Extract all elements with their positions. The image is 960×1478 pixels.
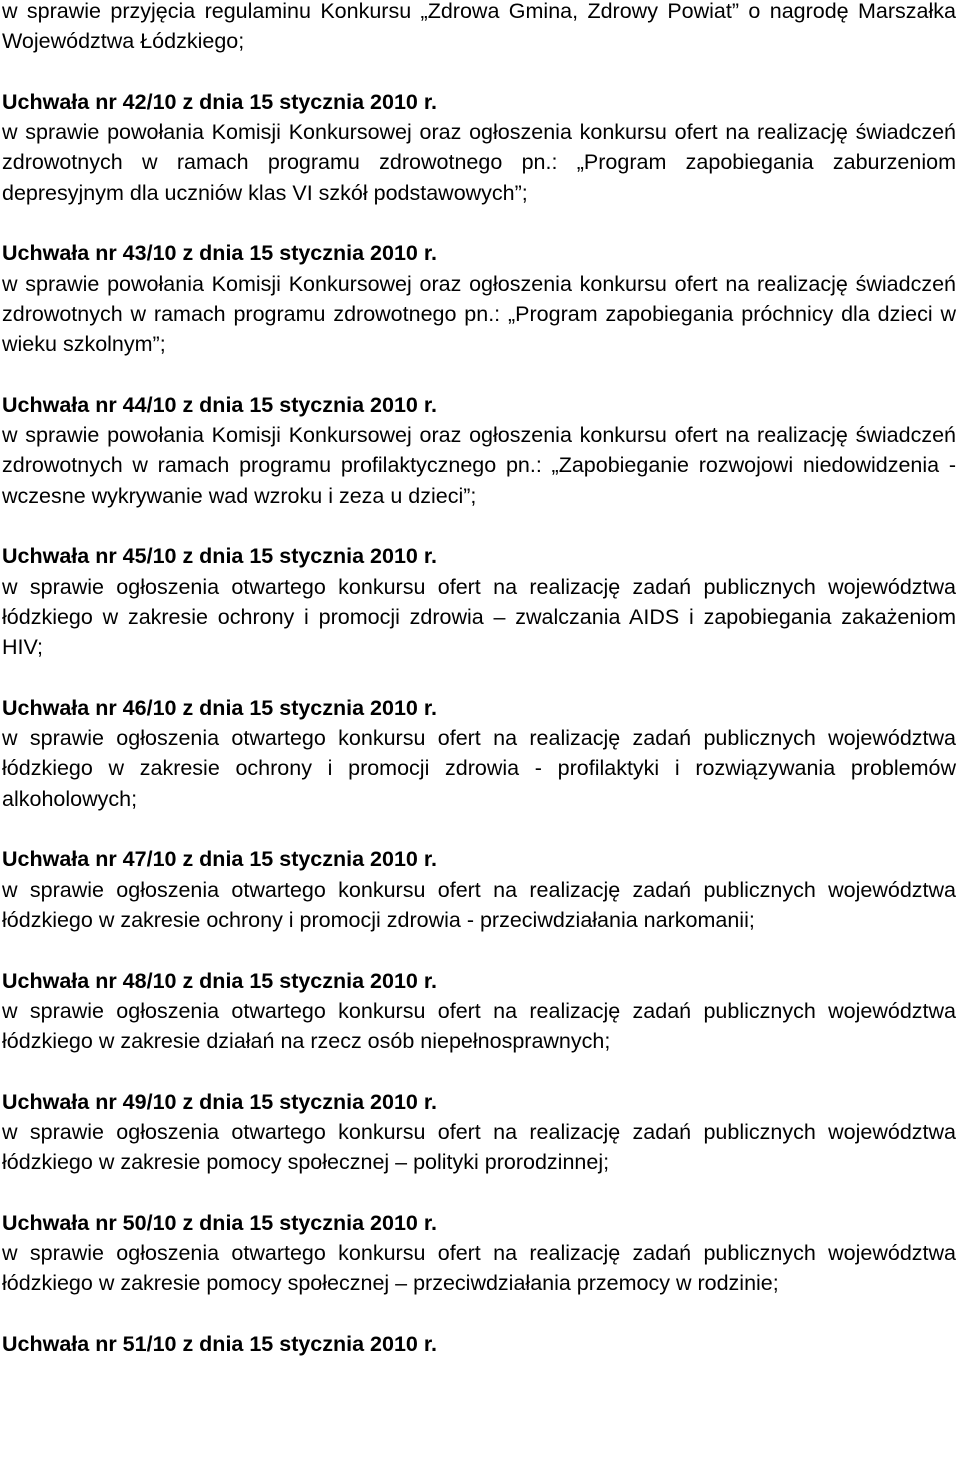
resolution-entry — [2, 238, 956, 359]
resolution-entry — [2, 966, 956, 1057]
resolution-text: w sprawie ogłoszenia otwartego konkursu ofert na realizację zadań publicznych województwa łódzkiego w zakresie ochrony i promocji zdrowia - profilaktyki i rozwiązywania problemów alkoholowych; — [2, 726, 956, 811]
resolution-entry — [2, 390, 956, 511]
resolution-entry — [2, 1329, 956, 1359]
resolution-entry — [2, 541, 956, 662]
resolution-entry — [2, 1087, 956, 1178]
resolution-text: w sprawie powołania Komisji Konkursowej oraz ogłoszenia konkursu ofert na realizację świadczeń zdrowotnych w ramach programu zdrowotnego pn.: „Program zapobiegania próchnicy dla dzieci w wieku szkolnym”; — [2, 271, 956, 357]
resolution-entry — [2, 844, 956, 935]
resolution-heading: Uchwała nr 50/10 z dnia 15 stycznia 2010 r. — [2, 1210, 438, 1235]
intro-paragraph: w sprawie przyjęcia regulaminu Konkursu „Zdrowa Gmina, Zdrowy Powiat” o nagrodę Marszałka Województwa Łódzkiego; — [2, 0, 956, 54]
resolution-heading: Uchwała nr 43/10 z dnia 15 stycznia 2010 r. — [2, 241, 438, 266]
resolution-text: w sprawie ogłoszenia otwartego konkursu ofert na realizację zadań publicznych województwa łódzkiego w zakresie ochrony i promocji zdrowia – zwalczania AIDS i zapobiegania zakażeniom HIV; — [2, 574, 956, 660]
resolution-text: w sprawie powołania Komisji Konkursowej oraz ogłoszenia konkursu ofert na realizację świadczeń zdrowotnych w ramach programu profilaktycznego pn.: „Zapobieganie rozwojowi niedowidzenia - wczesne wykrywanie wad wzroku i zeza u dzieci”; — [2, 423, 956, 508]
resolution-heading: Uchwała nr 51/10 z dnia 15 stycznia 2010 r. — [2, 1332, 438, 1357]
resolution-heading: Uchwała nr 45/10 z dnia 15 stycznia 2010 r. — [2, 544, 438, 569]
resolution-text: w sprawie powołania Komisji Konkursowej oraz ogłoszenia konkursu ofert na realizację świadczeń zdrowotnych w ramach programu zdrowotnego pn.: „Program zapobiegania zaburzeniom depresyjnym dla uczniów klas VI szkół podstawowych”; — [2, 120, 956, 205]
resolution-text: w sprawie ogłoszenia otwartego konkursu ofert na realizację zadań publicznych województwa łódzkiego w zakresie działań na rzecz osób niepełnosprawnych; — [2, 998, 956, 1054]
resolution-text: w sprawie ogłoszenia otwartego konkursu ofert na realizację zadań publicznych województwa łódzkiego w zakresie ochrony i promocji zdrowia - przeciwdziałania narkomanii; — [2, 877, 956, 932]
resolution-heading: Uchwała nr 46/10 z dnia 15 stycznia 2010 r. — [2, 695, 438, 720]
resolution-text: w sprawie ogłoszenia otwartego konkursu ofert na realizację zadań publicznych województwa łódzkiego w zakresie pomocy społecznej – przeciwdziałania przemocy w rodzinie; — [2, 1241, 956, 1296]
document-page — [2, 0, 956, 1359]
resolution-entry — [2, 1208, 956, 1299]
resolution-entry — [2, 693, 956, 814]
resolution-entry — [2, 87, 956, 208]
resolution-heading: Uchwała nr 48/10 z dnia 15 stycznia 2010 r. — [2, 968, 438, 993]
resolution-text: w sprawie ogłoszenia otwartego konkursu ofert na realizację zadań publicznych województwa łódzkiego w zakresie pomocy społecznej – polityki prorodzinnej; — [2, 1119, 956, 1175]
resolution-heading: Uchwała nr 47/10 z dnia 15 stycznia 2010 r. — [2, 847, 438, 872]
resolution-heading: Uchwała nr 42/10 z dnia 15 stycznia 2010 r. — [2, 89, 438, 114]
resolution-heading: Uchwała nr 44/10 z dnia 15 stycznia 2010 r. — [2, 392, 438, 417]
resolution-heading: Uchwała nr 49/10 z dnia 15 stycznia 2010 r. — [2, 1089, 438, 1114]
